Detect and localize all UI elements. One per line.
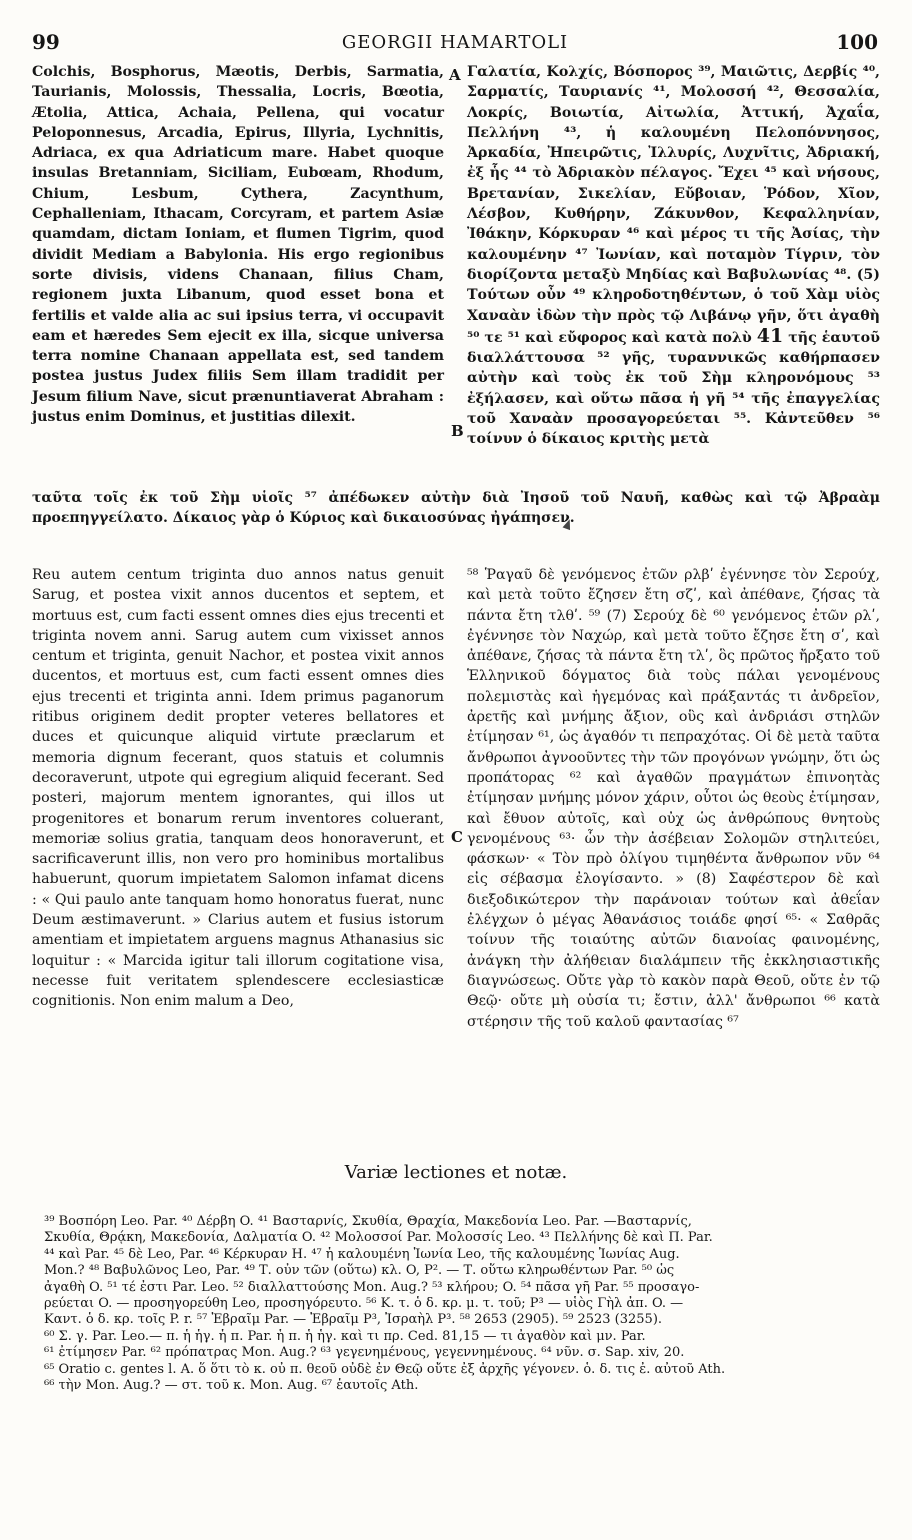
latin-text-top: Colchis, Bosphorus, Mæotis, Derbis, Sarmatia, Taurianis, Molossis, Thessalia, Locris, Bœotia, Ætolia, Attica, Achaia, Pellena, qui vocatur Peloponnesus, Arcadia, Epirus, Illyria, Lychnitis, Adriaca, ex qua Adriaticum mare. Habet quoque insulas Bretanniam, Siciliam, Eubœam, Rhodum, Chium, Lesbum, Cythera, Zacynthum, Cephalleniam, Ithacam, Corcyram, et partem Asiæ quamdam, dictam Ioniam, et flumen Tigrim, quod dividit Mediam a Babylonia. His ergo regionibus sorte divisis, videns Chanaan, filius Cham, regionem juxta Libanum, quod esset bona et fertilis et valde alia ac sui ipsius terra, vi occupavit eam et hæredes Sem ejecit ex illa, sicque universa terra nomine Chanaan appellata est, sed tandem postea justus Judex filiis Sem illam tradidit per Jesum filium Nave, sicut prænuntiaverat Abraham : justus enim Dominus, et justitias dilexit.: [32, 64, 444, 426]
latin-column-bottom: [32, 565, 444, 1012]
pointer-mark: [563, 518, 574, 530]
column-number: 41: [756, 324, 784, 347]
footnote-line: ρεύεται O. — προσηγορεύθη Leo, προσηγόρευτο. ⁵⁶ Κ. τ. ὁ δ. κρ. μ. τ. τοῦ; P³ — υἱὸς Γὴλ ἀπ. O. —: [44, 1296, 684, 1312]
notes-heading: Variæ lectiones et notæ.: [344, 1162, 568, 1183]
page-header: [32, 30, 878, 56]
greek-text-bottom: ⁵⁸ Ῥαγαῦ δὲ γενόμενος ἐτῶν ρλβʹ ἐγέννησε τὸν Σερούχ, καὶ μετὰ τοῦτο ἔζησεν ἔτη σζʹ, καὶ ἀπέθανε, ζήσας τὰ πάντα ἔτη τλθʹ. ⁵⁹ (7) Σερούχ δὲ ⁶⁰ γενόμενος ἐτῶν ρλʹ, ἐγέννησε τὸν Ναχώρ, καὶ μετὰ τοῦτο ἔζησε ἔτη σʹ, καὶ ἀπέθανε, ζήσας τὰ πάντα ἔτη τλʹ, ὃς πρῶτος ἤρξατο τοῦ Ἑλληνικοῦ δόγματος διὰ τοὺς πάλαι γενομένους πολεμιστὰς καὶ ἡγεμόνας καὶ πράξαντάς τι ἀνδρεῖον, ἀρετῆς καὶ μνήμης ἄξιον, οὓς καὶ ἀνδριάσι στηλῶν ἐτίμησαν ⁶¹, ὡς ἀγαθόν τι πεπραχότας. Οἱ δὲ μετὰ ταῦτα ἄνθρωποι ἀγνοοῦντες τὴν τῶν προγόνων γνώμην, ὅτι ὡς προπάτορας ⁶² καὶ ἀγαθῶν πραγμάτων ἐπινοητὰς ἐτίμησαν μνήμης μόνον χάριν, οὗτοι ὡς θεοὺς ἐτίμησαν, καὶ ἔθυον αὐτοῖς, καὶ οὐχ ὡς ἀνθρώπους θνητοὺς γενομένους ⁶³· ὧν τὴν ἀσέβειαν Σολομῶν στηλιτεύει, φάσκων· « Τὸν πρὸ ὀλίγου τιμηθέντα ἄνθρωπον νῦν ⁶⁴ εἰς σέβασμα ἐλογίσαντο. » (8) Σαφέστερον δὲ καὶ διεξοδικώτερον τὴν παράνοιαν τούτων καὶ ἀθεΐαν ἐλέγχων ὁ μέγας Ἀθανάσιος τοιάδε φησί ⁶⁵· « Σαθρᾶς τοίνυν τῆς τοιαύτης αὐτῶν διανοίας φαινομένης, ἀνάγκη τὴν ἀλήθειαν διαλάμπειν τῆς ἐκκλησιαστικῆς διαγνώσεως. Οὔτε γὰρ τὸ κακὸν παρὰ Θεοῦ, οὔτε ἐν τῷ Θεῷ· οὔτε μὴ οὐσία τι; ἔστιν, ἀλλ' ἄνθρωποι ⁶⁶ κατὰ στέρησιν τῆς τοῦ καλοῦ φαντασίας ⁶⁷: [467, 567, 880, 1030]
greek-spanning-continuation: [32, 488, 880, 528]
footnote-line: ⁶⁰ Σ. γ. Par. Leo.— π. ἡ ἡγ. ἡ π. Par. ἡ π. ἡ ἡγ. καὶ τι πρ. Ced. 81,15 — τι ἀγαθὸν καὶ μν. Par.: [44, 1328, 646, 1344]
footnote-line: ⁶⁵ Oratio c. gentes l. A. ὅ ὅτι τὸ κ. οὐ π. θεοῦ οὐδὲ ἐν Θεῷ οὔτε ἐξ ἀρχῆς γέγονεν. ὁ. δ. τις ἐ. αὐτοῦ Ath.: [44, 1361, 726, 1377]
footnote-line: ⁴⁴ καὶ Par. ⁴⁵ δὲ Leo, Par. ⁴⁶ Κέρκυραν H. ⁴⁷ ἡ καλουμένη Ἰωνία Leo, τῆς καλουμένης Ἰωνίας Aug.: [44, 1246, 680, 1262]
footnote-line: ἀγαθὴ O. ⁵¹ τέ ἐστι Par. Leo. ⁵² διαλλαττούσης Mon. Aug.? ⁵³ κλήρου; O. ⁵⁴ πᾶσα γῆ Par. ⁵⁵ προσαγο-: [44, 1279, 700, 1295]
greek-text-top: [467, 62, 880, 450]
margin-letter-a: A: [449, 66, 461, 84]
footnote-line: Mon.? ⁴⁸ Βαβυλῶνος Leo, Par. ⁴⁹ Τ. οὖν τῶν (οὕτω) κλ. O, P². — Τ. οὕτω κληρωθέντων Par. ⁵⁰ ὡς: [44, 1263, 675, 1279]
greek-column-top: [467, 62, 880, 450]
greek-text-span: ταῦτα τοῖς ἐκ τοῦ Σὴμ υἱοῖς ⁵⁷ ἀπέδωκεν αὐτὴν διὰ Ἰησοῦ τοῦ Ναυῆ, καθὼς καὶ τῷ Ἀβραὰμ προεπηγγείλατο. Δίκαιος γὰρ ὁ Κύριος καὶ δικαιοσύνας ἠγάπησεν.: [32, 490, 880, 526]
greek-text-top-part1: Γαλατία, Κολχίς, Βόσπορος ³⁹, Μαιῶτις, Δερβίς ⁴⁰, Σαρματίς, Ταυριανίς ⁴¹, Μολοσσή ⁴², Θεσσαλία, Λοκρίς, Βοιωτία, Αἰτωλία, Ἀττική, Ἀχαΐα, Πελλήνη ⁴³, ἡ καλουμένη Πελοπόννησος, Ἀρκαδία, Ἠπειρῶτις, Ἰλλυρίς, Λυχνῖτις, Ἀδριακή, ἐξ ἧς ⁴⁴ τὸ Ἀδριακὸν πέλαγος. Ἔχει ⁴⁵ καὶ νήσους, Βρετανίαν, Σικελίαν, Εὔβοιαν, Ῥόδον, Χῖον, Λέσβον, Κυθήρην, Ζάκυνθον, Κεφαλληνίαν, Ἰθάκην, Κόρκυραν ⁴⁶ καὶ μέρος τι τῆς Ἀσίας, τὴν καλουμένην ⁴⁷ Ἰωνίαν, καὶ ποταμὸν Τίγριν, τὸν διορίζοντα μεταξὺ Μηδίας καὶ Βαβυλωνίας ⁴⁸. (5) Τούτων οὖν ⁴⁹ κληροδοτηθέντων, ὁ τοῦ Χὰμ υἱὸς Χαναὰν ἰδὼν τὴν πρὸς τῷ Λιβάνῳ γῆν, ὅτι ἀγαθὴ ⁵⁰ τε ⁵¹ καὶ εὔφορος καὶ κατὰ πολὺ: [467, 64, 880, 346]
footnote-line: ⁶¹ ἐτίμησεν Par. ⁶² πρόπατρας Mon. Aug.? ⁶³ γεγενημένους, γεγεννημένους. ⁶⁴ νῦν. σ. Sap. xiv, 20.: [44, 1345, 685, 1361]
latin-text-bottom: Reu autem centum triginta duo annos natus genuit Sarug, et postea vixit annos ducentos et septem, et mortuus est, cum facti essent omnes dies ejus trecenti et triginta novem anni. Sarug autem cum vixisset annos centum et triginta, genuit Nachor, et postea vixit annos ducentos, et mortuus est, cum facti essent omnes dies ejus trecenti et triginta anni. Idem primus paganorum ritibus originem dedit propter veteres bellatores et duces et quicunque aliquid virtute præclarum et memoria dignum fecerant, quos statuis et columnis decoraverunt, utpote qui egregium aliquid fecerant. Sed posteri, majorum mentem ignorantes, qui illos ut progenitores et bonarum rerum inventores coluerant, memoriæ solius gratia, tanquam deos honoraverunt, et sacrificaverunt illis, non vero pro hominibus mortalibus habuerunt, quorum impietatem Salomon infamat dicens : « Qui paulo ante tanquam homo honoratus fuerat, nunc Deum æstimaverunt. » Clarius autem et fusius istorum amentiam et impietatem arguens magnus Athanasius sic loquitur : « Marcida igitur tali illorum cogitatione visa, necesse fuit veritatem splendescere ecclesiasticæ cognitionis. Non enim malum a Deo,: [32, 567, 444, 1010]
footnote-line: Καντ. ὁ δ. κρ. τοῖς P. r. ⁵⁷ Ἐβραῖμ Par. — Ἐβραῖμ P³, Ἰσραὴλ P³. ⁵⁸ 2653 (2905). ⁵⁹ 2523 (3255).: [44, 1312, 663, 1328]
footnote-line: ⁶⁶ τὴν Mon. Aug.? — στ. τοῦ κ. Mon. Aug. ⁶⁷ ἑαυτοῖς Ath.: [44, 1378, 419, 1394]
page-number-left: 99: [32, 30, 60, 54]
greek-text-top-part2: τῆς ἑαυτοῦ διαλλάττουσα ⁵² γῆς, τυραννικῶς καθήρπασεν αὐτὴν καὶ τοὺς ἐκ τοῦ Σὴμ κληρονόμους ⁵³ ἐξήλασεν, καὶ οὕτω πᾶσα ἡ γῆ ⁵⁴ τῆς ἐπαγγελίας τοῦ Χαναὰν προσαγορεύεται ⁵⁵. Κἀντεῦθεν ⁵⁶ τοίνυν ὁ δίκαιος κριτὴς μετὰ: [467, 329, 880, 448]
latin-column-top: [32, 62, 444, 427]
margin-letter-b: B: [451, 422, 464, 440]
footnotes: [44, 1214, 880, 1394]
footnote-line: Σκυθία, Θρᾴκη, Μακεδονία, Δαλματία O. ⁴² Μολοσσοί Par. Μολοσσίς Leo. ⁴³ Πελλήνης δὲ καὶ Π. Par.: [44, 1230, 713, 1246]
greek-column-bottom: [467, 565, 880, 1032]
page-number-right: 100: [836, 30, 878, 54]
running-title: GEORGII HAMARTOLI: [341, 32, 569, 53]
margin-letter-c: C: [451, 828, 463, 846]
footnote-line: ³⁹ Βοσπόρη Leo. Par. ⁴⁰ Δέρβη O. ⁴¹ Βασταρνίς, Σκυθία, Θραχία, Μακεδονία Leo. Par. —Βασταρνίς,: [44, 1214, 692, 1229]
